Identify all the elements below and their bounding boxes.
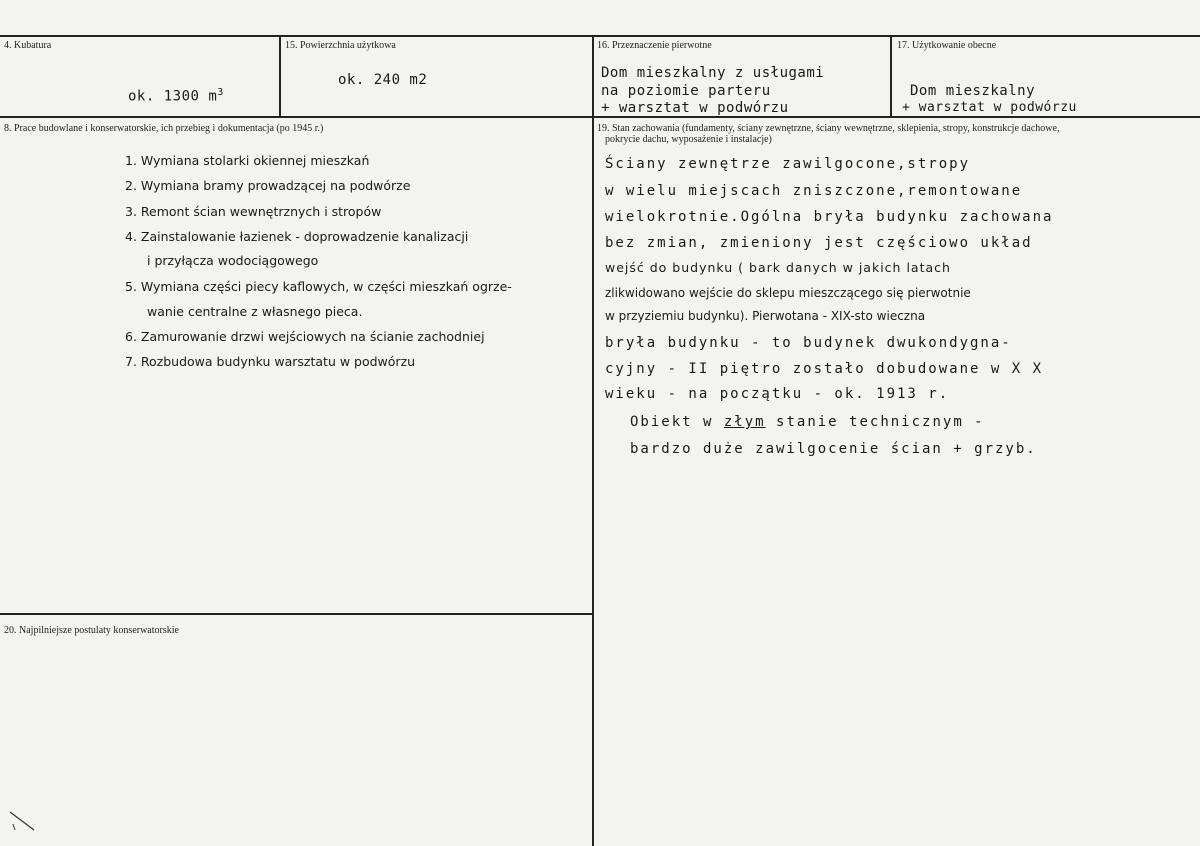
corner-mark-icon <box>8 808 38 834</box>
stan-zlym: złym <box>723 414 766 430</box>
przeznaczenie-line-2: na poziomie parteru <box>601 83 771 99</box>
left-split-rule <box>0 613 594 615</box>
kubatura-value-sup: 3 <box>217 87 224 98</box>
prace-item-1: 1. Wymiana stolarki okiennej mieszkań <box>125 153 370 168</box>
stan-line-6: zlikwidowano wejście do sklepu mieszczącego się pierwotnie <box>605 286 971 300</box>
col2-divider <box>592 35 594 846</box>
uzytkowanie-line-2: + warsztat w podwórzu <box>902 100 1077 115</box>
powierzchnia-value: ok. 240 m2 <box>338 72 428 88</box>
prace-item-5: 5. Wymiana części piecy kaflowych, w części mieszkań ogrze- <box>125 279 512 294</box>
stan-line-4: bez zmian, zmieniony jest częściowo układ <box>605 235 1033 251</box>
prace-item-6: 6. Zamurowanie drzwi wejściowych na ścianie zachodniej <box>125 329 485 344</box>
prace-label: 8. Prace budowlane i konserwatorskie, ich przebieg i dokumentacja (po 1945 r.) <box>4 123 324 134</box>
stan-line-9: cyjny - II piętro zostało dobudowane w X X <box>605 361 1044 377</box>
powierzchnia-label: 15. Powierzchnia użytkowa <box>285 40 396 51</box>
kubatura-value <box>128 87 224 105</box>
uzytkowanie-line-1: Dom mieszkalny <box>910 83 1036 99</box>
postulaty-label: 20. Najpilniejsze postulaty konserwatorskie <box>4 625 179 636</box>
uzytkowanie-label: 17. Użytkowanie obecne <box>897 40 997 51</box>
col3-divider <box>890 35 892 117</box>
top-rule <box>0 35 1200 37</box>
stan-line-12: bardzo duże zawilgocenie ścian + grzyb. <box>630 441 1037 457</box>
prace-item-4-cont: i przyłącza wodociągowego <box>147 253 319 268</box>
kubatura-value-text: ok. 1300 m <box>128 88 218 105</box>
stan-label-line-1: 19. Stan zachowania (fundamenty, ściany zewnętrzne, ściany wewnętrzne, sklepienia, stropy, konstrukcje dachowe, <box>597 123 1060 134</box>
stan-line-11 <box>630 414 985 430</box>
stan-line-8: bryła budynku - to budynek dwukondygna- <box>605 335 1012 351</box>
przeznaczenie-label: 16. Przeznaczenie pierwotne <box>597 40 712 51</box>
col1-divider <box>279 35 281 117</box>
stan-line-1: Ściany zewnętrze zawilgocone,stropy <box>605 156 971 172</box>
prace-item-5-cont: wanie centralne z własnego pieca. <box>147 304 363 319</box>
stan-line-7: w przyziemiu budynku). Pierwotana - XIX-sto wieczna <box>605 309 926 323</box>
kubatura-label: 4. Kubatura <box>4 40 52 51</box>
stan-line-2: w wielu miejscach zniszczone,remontowane <box>605 183 1023 199</box>
stan-obiekt: Obiekt w <box>630 414 714 430</box>
stan-line-5: wejść do budynku ( bark danych w jakich latach <box>605 260 951 275</box>
stan-label-line-2: pokrycie dachu, wyposażenie i instalacje) <box>605 134 772 145</box>
przeznaczenie-line-1: Dom mieszkalny z usługami <box>601 65 825 81</box>
stan-rest: stanie technicznym - <box>776 414 985 430</box>
row1-rule <box>0 116 1200 118</box>
prace-item-4: 4. Zainstalowanie łazienek - doprowadzenie kanalizacji <box>125 229 469 244</box>
prace-item-2: 2. Wymiana bramy prowadzącej na podwórze <box>125 178 411 193</box>
prace-item-3: 3. Remont ścian wewnętrznych i stropów <box>125 204 382 219</box>
stan-line-3: wielokrotnie.Ogólna bryła budynku zachowana <box>605 209 1054 225</box>
prace-item-7: 7. Rozbudowa budynku warsztatu w podwórzu <box>125 354 416 369</box>
stan-line-10: wieku - na początku - ok. 1913 r. <box>605 386 950 402</box>
przeznaczenie-line-3: + warsztat w podwórzu <box>601 100 789 116</box>
